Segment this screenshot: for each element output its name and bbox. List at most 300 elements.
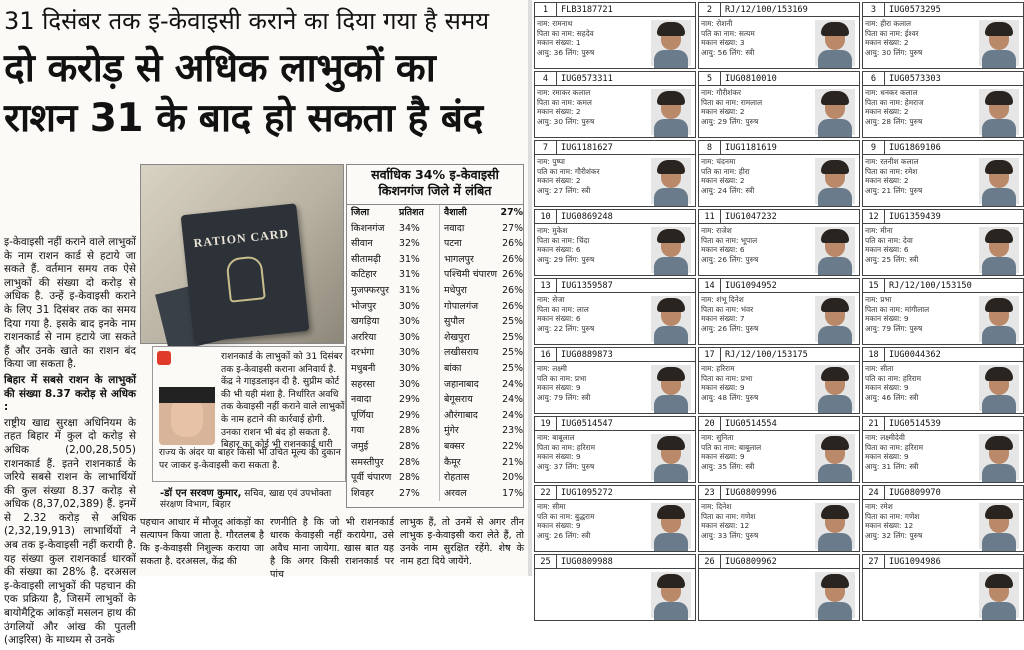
voter-age-gender: आयु: 32 लिंग: पुरुष: [865, 530, 923, 540]
photo-hair: [985, 298, 1013, 312]
voter-id: IUG1181627: [561, 143, 613, 153]
photo-body: [818, 602, 852, 620]
voter-card: [862, 416, 1024, 483]
voter-card-header: [863, 3, 1023, 17]
voter-id: IUG0514547: [561, 419, 613, 429]
voter-relative: पति का नाम: सत्यम: [701, 28, 755, 38]
voter-card: [698, 209, 860, 276]
voter-serial: 25: [535, 555, 557, 568]
quote-author-title: सचिव, खाद्य एवं उपभोक्ता संरक्षण विभाग, बिहार: [160, 489, 332, 510]
voter-details: [701, 88, 809, 126]
voter-serial: 8: [699, 141, 721, 154]
voter-card-header: [535, 279, 695, 293]
voter-name: नाम: प्रभा: [865, 295, 892, 304]
voter-house: मकान संख्या: 12: [865, 521, 914, 531]
photo-hair: [821, 367, 849, 381]
table-grid: [347, 205, 523, 501]
photo-hair: [821, 436, 849, 450]
voter-card-header: [699, 210, 859, 224]
voter-house: मकान संख्या: 9: [865, 314, 909, 324]
photo-body: [818, 464, 852, 482]
voter-house: मकान संख्या: 2: [537, 107, 581, 117]
voter-serial: 27: [863, 555, 885, 568]
voter-house: मकान संख्या: 6: [537, 314, 581, 324]
table-cell: खगड़िया: [351, 316, 380, 328]
voter-card: [698, 554, 860, 621]
voter-details: [865, 88, 973, 126]
photo-body: [982, 326, 1016, 344]
voter-card-header: [535, 210, 695, 224]
table-cell: 31%: [399, 284, 420, 296]
table-cell: पटना: [439, 236, 495, 252]
voter-photo: [979, 296, 1019, 342]
voter-id: RJ/12/100/153150: [889, 281, 972, 291]
photo-body: [982, 257, 1016, 275]
table-cell: 24%: [502, 378, 523, 390]
voter-name: नाम: सेजा: [537, 295, 565, 304]
photo-hair: [821, 91, 849, 105]
table-row: [347, 455, 523, 471]
voter-serial: 26: [699, 555, 721, 568]
voter-relative: पिता का नाम: गणेश: [701, 511, 756, 521]
photo-body: [818, 533, 852, 551]
voter-card-header: [699, 3, 859, 17]
table-cell: दरभंगा: [351, 347, 375, 359]
headline-line-2: राशन 31 के बाद हो सकता है बंद: [4, 96, 483, 141]
table-cell: 29%: [399, 394, 420, 406]
voter-name: नाम: धनकर कलाल: [865, 88, 918, 97]
photo-body: [982, 602, 1016, 620]
article-kicker: 31 दिसंबर तक इ-केवाइसी कराने का दिया गया है समय: [4, 7, 490, 35]
voter-name: नाम: रमेश: [865, 502, 893, 511]
voter-id: RJ/12/100/153175: [725, 350, 808, 360]
voter-photo: [979, 227, 1019, 273]
table-cell: लखीसराय: [439, 345, 495, 361]
photo-hair: [821, 298, 849, 312]
voter-card-header: [699, 486, 859, 500]
voter-age-gender: आयु: 48 लिंग: पुरुष: [701, 392, 759, 402]
article-subhead: बिहार में सबसे राशन के लाभुकों की संख्या 8.37 करोड़ से अधिक :: [4, 373, 136, 414]
voter-card-header: [699, 141, 859, 155]
table-row: [347, 392, 523, 408]
voter-card-header: [535, 486, 695, 500]
voter-serial: 10: [535, 210, 557, 223]
voter-card: [862, 485, 1024, 552]
table-cell: भोजपुर: [351, 300, 377, 312]
article-bottom-col-3: लाभुक हैं, तो उनमें से अगर तीन लाभुक इ-केवाइसी करा लेते हैं, तो उनके नाम सुरक्षित रहेंगे. शेष के नाम हटा दिये जायेंगे.: [400, 517, 524, 567]
photo-body: [982, 464, 1016, 482]
voter-card-header: [863, 555, 1023, 569]
photo-hair: [657, 298, 685, 312]
voter-details: [537, 88, 645, 126]
voter-details: [701, 502, 809, 540]
voter-name: नाम: लक्ष्मी: [537, 364, 567, 373]
table-cell: 26%: [502, 253, 523, 265]
voter-serial: 2: [699, 3, 721, 16]
voter-relative: पति का नाम: बुद्धराम: [537, 511, 595, 521]
ration-card-label: RATION CARD: [192, 226, 290, 251]
photo-body: [654, 257, 688, 275]
table-cell: बक्सर: [439, 439, 495, 455]
voter-relative: पिता का नाम: सहदेव: [537, 28, 594, 38]
photo-body: [654, 50, 688, 68]
voter-age-gender: आयु: 36 लिंग: पुरुष: [537, 47, 595, 57]
table-row: [347, 236, 523, 252]
voter-age-gender: आयु: 30 लिंग: पुरुष: [537, 116, 595, 126]
photo-body: [654, 464, 688, 482]
photo-body: [982, 50, 1016, 68]
voter-serial: 14: [699, 279, 721, 292]
table-row: [347, 221, 523, 237]
voter-name: नाम: हरिराम: [701, 364, 735, 373]
table-cell: 25%: [502, 331, 523, 343]
voter-photo: [815, 227, 855, 273]
photo-hair: [985, 436, 1013, 450]
voter-name: नाम: रमाकर कलाल: [537, 88, 591, 97]
voter-house: मकान संख्या: 9: [865, 452, 909, 462]
photo-hair: [821, 505, 849, 519]
voter-photo: [979, 434, 1019, 480]
voter-house: मकान संख्या: 6: [865, 245, 909, 255]
voter-serial: 23: [699, 486, 721, 499]
photo-hair: [657, 574, 685, 588]
voter-age-gender: आयु: 30 लिंग: पुरुष: [865, 47, 923, 57]
table-row: [347, 470, 523, 486]
table-cell: 25%: [502, 316, 523, 328]
voter-age-gender: आयु: 29 लिंग: पुरुष: [701, 116, 759, 126]
table-cell: 24%: [502, 409, 523, 421]
voter-photo: [815, 20, 855, 66]
voter-age-gender: आयु: 25 लिंग: स्त्री: [865, 254, 919, 264]
voter-card-header: [535, 555, 695, 569]
voter-card: [862, 2, 1024, 69]
voter-name: नाम: सीमा: [537, 502, 566, 511]
voter-relative: पिता का नाम: लाल: [537, 304, 589, 314]
table-row: [347, 439, 523, 455]
voter-photo: [651, 434, 691, 480]
voter-serial: 7: [535, 141, 557, 154]
voter-id: IUG1869106: [889, 143, 941, 153]
table-header-row: [347, 205, 523, 221]
table-cell: नवादा: [351, 394, 372, 406]
table-cell: 28%: [399, 440, 420, 452]
voter-relative: पिता का नाम: गणेश: [865, 511, 920, 521]
photo-hair: [657, 367, 685, 381]
photo-body: [982, 119, 1016, 137]
voter-photo: [815, 503, 855, 549]
voter-photo: [815, 89, 855, 135]
author-photo: [159, 387, 215, 445]
table-cell: सीवान: [351, 238, 373, 250]
voter-card-header: [535, 141, 695, 155]
voter-house: मकान संख्या: 2: [865, 176, 909, 186]
voter-details: [701, 19, 809, 57]
voter-serial: 16: [535, 348, 557, 361]
table-row: [347, 486, 523, 502]
photo-body: [654, 119, 688, 137]
table-cell: मधुबनी: [351, 362, 376, 374]
voter-details: [865, 502, 973, 540]
table-cell: 26%: [502, 284, 523, 296]
voter-relative: पिता का नाम: हेमराज: [865, 97, 924, 107]
table-cell: पूर्वी चंपारण: [351, 472, 392, 484]
table-cell: 31%: [399, 253, 420, 265]
voter-id: IUG1094952: [725, 281, 777, 291]
voter-id: IUG0810010: [725, 74, 777, 84]
voter-card-header: [699, 72, 859, 86]
voter-card: [862, 209, 1024, 276]
voter-serial: 24: [863, 486, 885, 499]
voter-house: मकान संख्या: 9: [537, 383, 581, 393]
voter-list-page: [532, 0, 1024, 576]
voter-name: नाम: पुष्पा: [537, 157, 565, 166]
photo-body: [654, 533, 688, 551]
emblem-icon: [225, 255, 265, 303]
voter-relative: पति का नाम: हीरा: [701, 166, 750, 176]
photo-hair: [985, 22, 1013, 36]
voter-relative: पति का नाम: देवा: [865, 235, 913, 245]
table-cell: जमुई: [351, 440, 369, 452]
table-cell: 21%: [502, 456, 523, 468]
voter-details: [537, 295, 645, 333]
table-cell: 23%: [502, 425, 523, 437]
table-cell: 30%: [399, 347, 420, 359]
voter-serial: 12: [863, 210, 885, 223]
voter-name: नाम: सीता: [865, 364, 894, 373]
photo-body: [818, 188, 852, 206]
voter-card: [534, 2, 696, 69]
table-row: [347, 252, 523, 268]
table-cell: कैमूर: [439, 455, 495, 471]
voter-details: [537, 364, 645, 402]
voter-relative: पिता का नाम: भूपाल: [701, 235, 758, 245]
table-cell: कटिहार: [351, 269, 377, 281]
voter-house: मकान संख्या: 3: [701, 38, 745, 48]
table-cell: पश्चिमी चंपारण: [439, 267, 495, 283]
voter-details: [701, 364, 809, 402]
voter-name: नाम: गौरीशंकर: [701, 88, 742, 97]
voter-card: [534, 347, 696, 414]
table-cell: 31%: [399, 269, 420, 281]
voter-age-gender: आयु: 33 लिंग: पुरुष: [701, 530, 759, 540]
voter-age-gender: आयु: 26 लिंग: पुरुष: [701, 323, 759, 333]
voter-id: IUG0809996: [725, 488, 777, 498]
voter-age-gender: आयु: 26 लिंग: पुरुष: [701, 254, 759, 264]
voter-card-header: [699, 417, 859, 431]
table-cell: समस्तीपुर: [351, 456, 384, 468]
voter-photo: [979, 20, 1019, 66]
voter-relative: पिता का नाम: हरिराम: [537, 442, 596, 452]
voter-age-gender: आयु: 79 लिंग: पुरुष: [865, 323, 923, 333]
table-cell: मुंगेर: [439, 423, 495, 439]
voter-card: [534, 554, 696, 621]
table-cell: 28%: [399, 456, 420, 468]
voter-relative: पिता का नाम: प्रभा: [701, 373, 753, 383]
voter-id: IUG1047232: [725, 212, 777, 222]
voter-serial: 5: [699, 72, 721, 85]
table-cell: रोहतास: [439, 470, 495, 486]
photo-body: [818, 257, 852, 275]
voter-serial: 13: [535, 279, 557, 292]
voter-relative: पिता का नाम: हरिराम: [865, 442, 924, 452]
table-cell: 32%: [399, 238, 420, 250]
voter-age-gender: आयु: 27 लिंग: स्त्री: [537, 185, 591, 195]
voter-serial: 4: [535, 72, 557, 85]
voter-details: [701, 226, 809, 264]
table-row: [347, 267, 523, 283]
voter-age-gender: आयु: 37 लिंग: पुरुष: [537, 461, 595, 471]
photo-hair: [985, 574, 1013, 588]
voter-card-header: [535, 72, 695, 86]
voter-card: [698, 278, 860, 345]
author-hair: [159, 387, 215, 403]
voter-card-header: [699, 555, 859, 569]
voter-photo: [651, 503, 691, 549]
table-cell: सहरसा: [351, 378, 375, 390]
table-row: [347, 314, 523, 330]
voter-card: [698, 347, 860, 414]
table-cell: 22%: [502, 440, 523, 452]
voter-photo: [651, 365, 691, 411]
quote-box: [152, 346, 346, 482]
table-cell: पूर्णिया: [351, 409, 374, 421]
voter-details: [537, 433, 645, 471]
voter-card: [698, 71, 860, 138]
table-cell: भागलपुर: [439, 252, 495, 268]
voter-photo: [979, 89, 1019, 135]
article-bottom-col-2: रणनीति है कि जो भी राशनकार्ड धारक केवाइसी नहीं करायेगा, उसे अवैध माना जायेगा. खास बात यह है कि अगर किसी राशनकार्ड पर पांच: [270, 517, 394, 580]
voter-card: [534, 209, 696, 276]
voter-serial: 6: [863, 72, 885, 85]
voter-relative: पिता का नाम: मांगीलाल: [865, 304, 930, 314]
table-row: [347, 283, 523, 299]
voter-card-header: [535, 417, 695, 431]
voter-age-gender: आयु: 56 लिंग: स्त्री: [701, 47, 755, 57]
voter-details: [865, 19, 973, 57]
table-cell: 27%: [500, 207, 523, 218]
voter-age-gender: आयु: 31 लिंग: स्त्री: [865, 461, 919, 471]
voter-serial: 11: [699, 210, 721, 223]
voter-age-gender: आयु: 26 लिंग: स्त्री: [537, 530, 591, 540]
quote-attribution: [160, 488, 348, 511]
voter-id: IUG0573295: [889, 5, 941, 15]
voter-name: नाम: चंदनमा: [701, 157, 736, 166]
voter-photo: [979, 572, 1019, 618]
table-cell: 30%: [399, 331, 420, 343]
voter-card: [862, 71, 1024, 138]
photo-hair: [985, 505, 1013, 519]
voter-photo: [979, 158, 1019, 204]
voter-photo: [651, 296, 691, 342]
voter-photo: [651, 572, 691, 618]
voter-house: मकान संख्या: 6: [537, 245, 581, 255]
voter-name: नाम: सुनिता: [701, 433, 734, 442]
voter-serial: 22: [535, 486, 557, 499]
table-cell: 34%: [399, 222, 420, 234]
voter-details: [537, 226, 645, 264]
table-cell: 25%: [502, 362, 523, 374]
voter-card: [862, 347, 1024, 414]
voter-photo: [651, 89, 691, 135]
photo-hair: [985, 367, 1013, 381]
table-rows: [347, 221, 523, 502]
table-cell: 30%: [399, 316, 420, 328]
photo-hair: [821, 22, 849, 36]
table-cell: 30%: [399, 378, 420, 390]
voter-house: मकान संख्या: 2: [701, 107, 745, 117]
voter-serial: 1: [535, 3, 557, 16]
voter-details: [537, 157, 645, 195]
voter-id: RJ/12/100/153169: [725, 5, 808, 15]
voter-id: IUG0889873: [561, 350, 613, 360]
voter-relative: पति का नाम: प्रभा: [537, 373, 587, 383]
voter-serial: 3: [863, 3, 885, 16]
voter-id: IUG1181619: [725, 143, 777, 153]
voter-house: मकान संख्या: 2: [701, 176, 745, 186]
voter-relative: पिता का नाम: रमेश: [865, 166, 918, 176]
ration-card: [181, 203, 310, 342]
voter-house: मकान संख्या: 2: [537, 176, 581, 186]
voter-name: नाम: लक्ष्मीदेवी: [865, 433, 905, 442]
quote-text: राशनकार्ड के लाभुकों को 31 दिसंबर तक इ-केवाइसी कराना अनिवार्य है. केंद्र ने गाइडलाइन दी है. सुप्रीम कोर्ट की भी यही मंशा है. निर्धारित अवधि तक केवाइसी नहीं कराने वाले लाभुकों के नाम हटाने की कार्रवाई होगी. उनका राशन भी बंद हो सकता है. बिहार का कोई भी राशनकार्ड धारी: [221, 351, 345, 451]
headline-line-1: दो करोड़ से अधिक लाभुकों का: [4, 46, 436, 91]
photo-body: [654, 326, 688, 344]
table-cell: 26%: [502, 269, 523, 281]
voter-age-gender: आयु: 28 लिंग: पुरुष: [865, 116, 923, 126]
voter-id: IUG0514539: [889, 419, 941, 429]
voter-id: IUG0869248: [561, 212, 613, 222]
photo-body: [654, 395, 688, 413]
voter-details: [865, 433, 973, 471]
voter-name: नाम: राजेश: [701, 226, 732, 235]
table-row: [347, 361, 523, 377]
voter-house: मकान संख्या: 9: [537, 521, 581, 531]
photo-hair: [657, 22, 685, 36]
table-row: [347, 330, 523, 346]
voter-photo: [815, 365, 855, 411]
voter-card-header: [535, 3, 695, 17]
voter-card: [698, 485, 860, 552]
table-cell: बांका: [439, 361, 495, 377]
voter-photo: [815, 296, 855, 342]
table-title: सर्वाधिक 34% इ-केवाइसी किशनगंज जिले में लंबित: [347, 165, 523, 205]
table-cell: गोपालगंज: [439, 299, 495, 315]
table-row: [347, 345, 523, 361]
table-header-district: जिला: [351, 207, 370, 218]
district-table: [346, 164, 524, 508]
photo-hair: [821, 160, 849, 174]
voter-photo: [815, 572, 855, 618]
table-cell: 20%: [502, 472, 523, 484]
voter-house: मकान संख्या: 9: [701, 383, 745, 393]
voter-name: नाम: रामनाथ: [537, 19, 573, 28]
article-paragraph-2: राष्ट्रीय खाद्य सुरक्षा अधिनियम के तहत बिहार में कुल दो करोड़ से अधिक (2,00,28,505) राशनकार्ड हैं. इतने राशनकार्ड के जरिये सबसे राशन के लाभार्थियों की कुल संख्या 8.37 करोड़ से अधिक (8,37,02,389) हैं. इनमें से 2.32 करोड़ से अधिक (2,32,19,913) लाभार्थियों ने अब तक इ-केवाइसी नहीं करायी है. यह संख्या कुल राशनकार्ड धारकों की संख्या का 28% है. दरअसल इ-केवाइसी लाभुकों की पहचान की एक प्रक्रिया है, जिसमें लाभुकों के बायोमैट्रिक आंकड़ों मसलन हाथ की उंगलियों और आंख की पुतली (आइरिस) के माध्यम से उनके: [4, 416, 136, 647]
voter-house: मकान संख्या: 2: [865, 38, 909, 48]
voter-age-gender: आयु: 22 लिंग: पुरुष: [537, 323, 595, 333]
voter-serial: 21: [863, 417, 885, 430]
photo-body: [818, 50, 852, 68]
voter-details: [865, 157, 973, 195]
voter-relative: पिता का नाम: भंवर: [701, 304, 754, 314]
voter-details: [701, 433, 809, 471]
voter-card-header: [699, 279, 859, 293]
voter-id: IUG1095272: [561, 488, 613, 498]
table-cell: 30%: [399, 300, 420, 312]
voter-card-header: [863, 348, 1023, 362]
author-face: [171, 397, 203, 437]
voter-details: [701, 295, 809, 333]
table-cell: 30%: [399, 362, 420, 374]
